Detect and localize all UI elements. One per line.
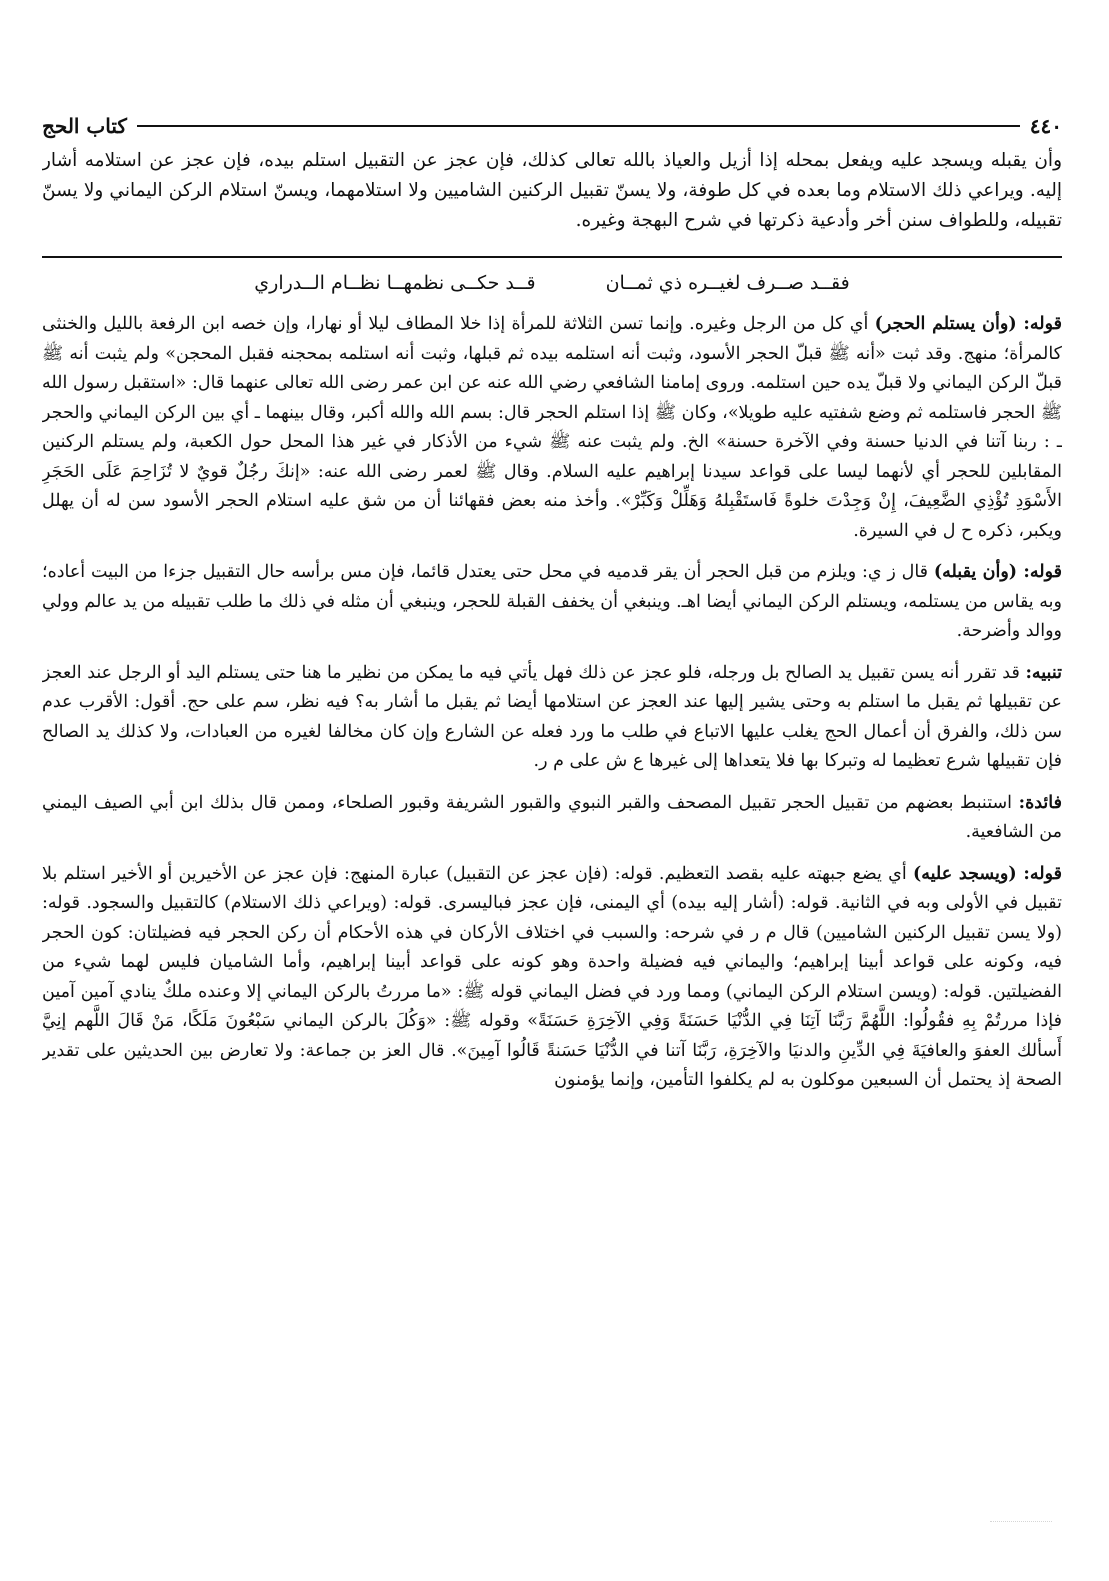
paragraph-text: استنبط بعضهم من تقبيل الحجر تقبيل المصحف والقبر النبوي والقبور الشريفة وقبور الصلحاء، وممن قال بذلك ابن أبي الصيف اليمني من الشافعية. (42, 792, 1062, 842)
paragraph-text: قال ز ي: ويلزم من قبل الحجر أن يقر قدميه في محل حتى يعتدل قائما، فإن مس برأسه حال التقبيل جزءا من البيت أعاده؛ وبه يقاس من يستلمه، ويستلم الركن اليماني أيضا اهـ. وينبغي أن يخفف القبلة للحجر، وينبغي أن مثله في ذلك ما طلب تقبيله من يد عالم وولي ووالد وأضرحة. (42, 562, 1062, 641)
book-page (42, 108, 1062, 1548)
running-header (42, 108, 1062, 144)
commentary-paragraph (42, 659, 1062, 777)
paragraph-text: أي كل من الرجل وغيره. وإنما تسن الثلاثة للمرأة إذا خلا المطاف ليلا أو نهارا، وإن خصه ابن الرفعة بالليل والخنثى كالمرأة؛ منهج. وقد ثبت «أنه ﷺ قبلّ الحجر الأسود، وثبت أنه استلمه بيده ثم قبلها، وثبت أنه استلمه بمحجنه فقبل المحجن» ولم يثبت أنه ﷺ قبلّ الركن اليماني ولا قبلّ يده حين استلمه. وروى إمامنا الشافعي رضي الله عنه عن ابن عمر رضى الله تعالى عنهما قال: «استقبل رسول الله ﷺ الحجر فاستلمه ثم وضع شفتيه عليه طويلا»، وكان ﷺ إذا استلم الحجر قال: بسم الله والله أكبر، وقال بينهما ـ أي بين الركن اليماني والحجر ـ : ربنا آتنا في الدنيا حسنة وفي الآخرة حسنة» الخ. ولم يثبت عنه ﷺ شيء من الأذكار في غير هذا المحل حول الكعبة، ولم يستلم الركنين المقابلين للحجر أي لأنهما ليسا على قواعد سيدنا إبراهيم عليه السلام. وقال ﷺ لعمر رضى الله عنه: «إنكَ رجُلٌ قويٌ لا تُزَاحِمَ عَلَى الحَجَرِ الأَسْوَدِ تُؤْذِي الضَّعِيفَ، إِنْ وَجِدْتَ خلوةً فَاستَقْبِلهُ وَهَلِّلْ وَكَبِّرْ». وأخذ منه بعض فقهائنا أن من شق عليه استلام الحجر الأسود سن له أن يهلل ويكبر، ذكره ح ل في السيرة. (42, 314, 1062, 541)
paragraph-label: قوله: (ويسجد عليه) (912, 863, 1062, 884)
verse-line (42, 272, 1062, 294)
verse-hemistich-first: فقــد صــرف لغيــره ذي ثمــان (605, 272, 850, 294)
commentary-paragraph (42, 860, 1062, 1096)
commentary-paragraph (42, 310, 1062, 546)
header-rule (137, 125, 1020, 127)
commentary-paragraph (42, 558, 1062, 647)
paragraph-label: قوله: (وأن يقبله) (933, 562, 1062, 582)
main-text: وأن يقبله ويسجد عليه ويفعل بمحله إذا أزيل والعياذ بالله تعالى كذلك، فإن عجز عن التقبيل استلم بيده، فإن عجز عن استلامه أشار إليه. ويراعي ذلك الاستلام وما بعده في كل طوفة، ولا يسنّ تقبيل الركنين الشاميين ولا استلامهما، ويسنّ استلام الركن اليماني ولا يسنّ تقبيله، وللطواف سنن أخر وأدعية ذكرتها في شرح البهجة وغيره. (42, 150, 1062, 231)
verse-hemistich-second: قــد حكــى نظمهــا نظــام الــدراري (254, 272, 536, 294)
page-number: ٤٤٠ (1029, 114, 1062, 138)
paragraph-label: قوله: (وأن يستلم الحجر) (874, 314, 1062, 334)
book-title: كتاب الحج (42, 114, 127, 138)
paragraph-text: قد تقرر أنه يسن تقبيل يد الصالح بل ورجله، فلو عجز عن ذلك فهل يأتي فيه ما يمكن من نظير ما هنا حتى يستلم اليد أو الرجل عند العجز عن تقبيلها ثم يقبل ما استلم به وحتى يشير إليها عند العجز عن استلامها أيضا ثم يقبل ما أشار به؟ فيه نظر، سم على حج. أقول: الأقرب عدم سن ذلك، والفرق أن أعمال الحج يغلب عليها الاتباع في طلب ما ورد فعله عن الشارع وإن كان مخالفا لغيره من العبادات، ولا كذلك يد الصالح فإن تقبيلها شرع تعظيما له وتبركا بها فلا يتعداها إلى غيرها ع ش على م ر. (42, 662, 1062, 771)
commentary-paragraph (42, 789, 1062, 848)
paragraph-label: تنبيه: (1025, 662, 1062, 683)
paragraph-text: أي يضع جبهته عليه بقصد التعظيم. قوله: (فإن عجز عن التقبيل) عبارة المنهج: فإن عجز عن الأخيرين أو الأخير استلم بلا تقبيل في الأولى وبه في الثانية. قوله: (أشار إليه بيده) أي اليمنى، فإن عجز فباليسرى. قوله: (ويراعي ذلك الاستلام) كالتقبيل والسجود. قوله: (ولا يسن تقبيل الركنين الشاميين) قال م ر في شرحه: والسبب في اختلاف الأركان في هذه الأحكام أن ركن الحجر فيه فضيلتان: كون الحجر فيه، وكونه على قواعد أبينا إبراهيم؛ واليماني فيه فضيلة واحدة وهو كونه على قواعد أبينا إبراهيم، وأما الشاميان فليس لهما شيء من الفضيلتين. قوله: (ويسن استلام الركن اليماني) ومما ورد في فضل اليماني قوله ﷺ: «ما مررتُ بالركن اليماني إلا وعنده ملكٌ ينادي آمين آمين فإذا مررتُمْ بِهِ فقُولُوا: اللَّهُمَّ رَبَّنَا آتِنَا فِي الدُّنْيَا حَسَنَةً وَفِي الآخِرَةِ حَسَنَةً» وقوله ﷺ: «وَكُلَ بالركن اليماني سَبْعُونَ مَلَكًا، مَنْ قَالَ اللَّهم إنِيَّ أَسألك العفوَ والعافيَةَ فِي الدِّينِ والدنيَا والآخِرَةِ، رَبَّنَا آتنا في الدُّنْيَا حَسَنةً قَالُوا آمِينَ». قال العز بن جماعة: ولا تعارض بين الحديثين على تقدير الصحة إذ يحتمل أن السبعين موكلون به لم يكلفوا التأمين، وإنما يؤمنون (42, 863, 1062, 1090)
section-divider (42, 256, 1062, 258)
commentary (42, 310, 1062, 1096)
paragraph-label: فائدة: (1018, 792, 1062, 813)
scan-artifact (990, 1505, 1052, 1522)
